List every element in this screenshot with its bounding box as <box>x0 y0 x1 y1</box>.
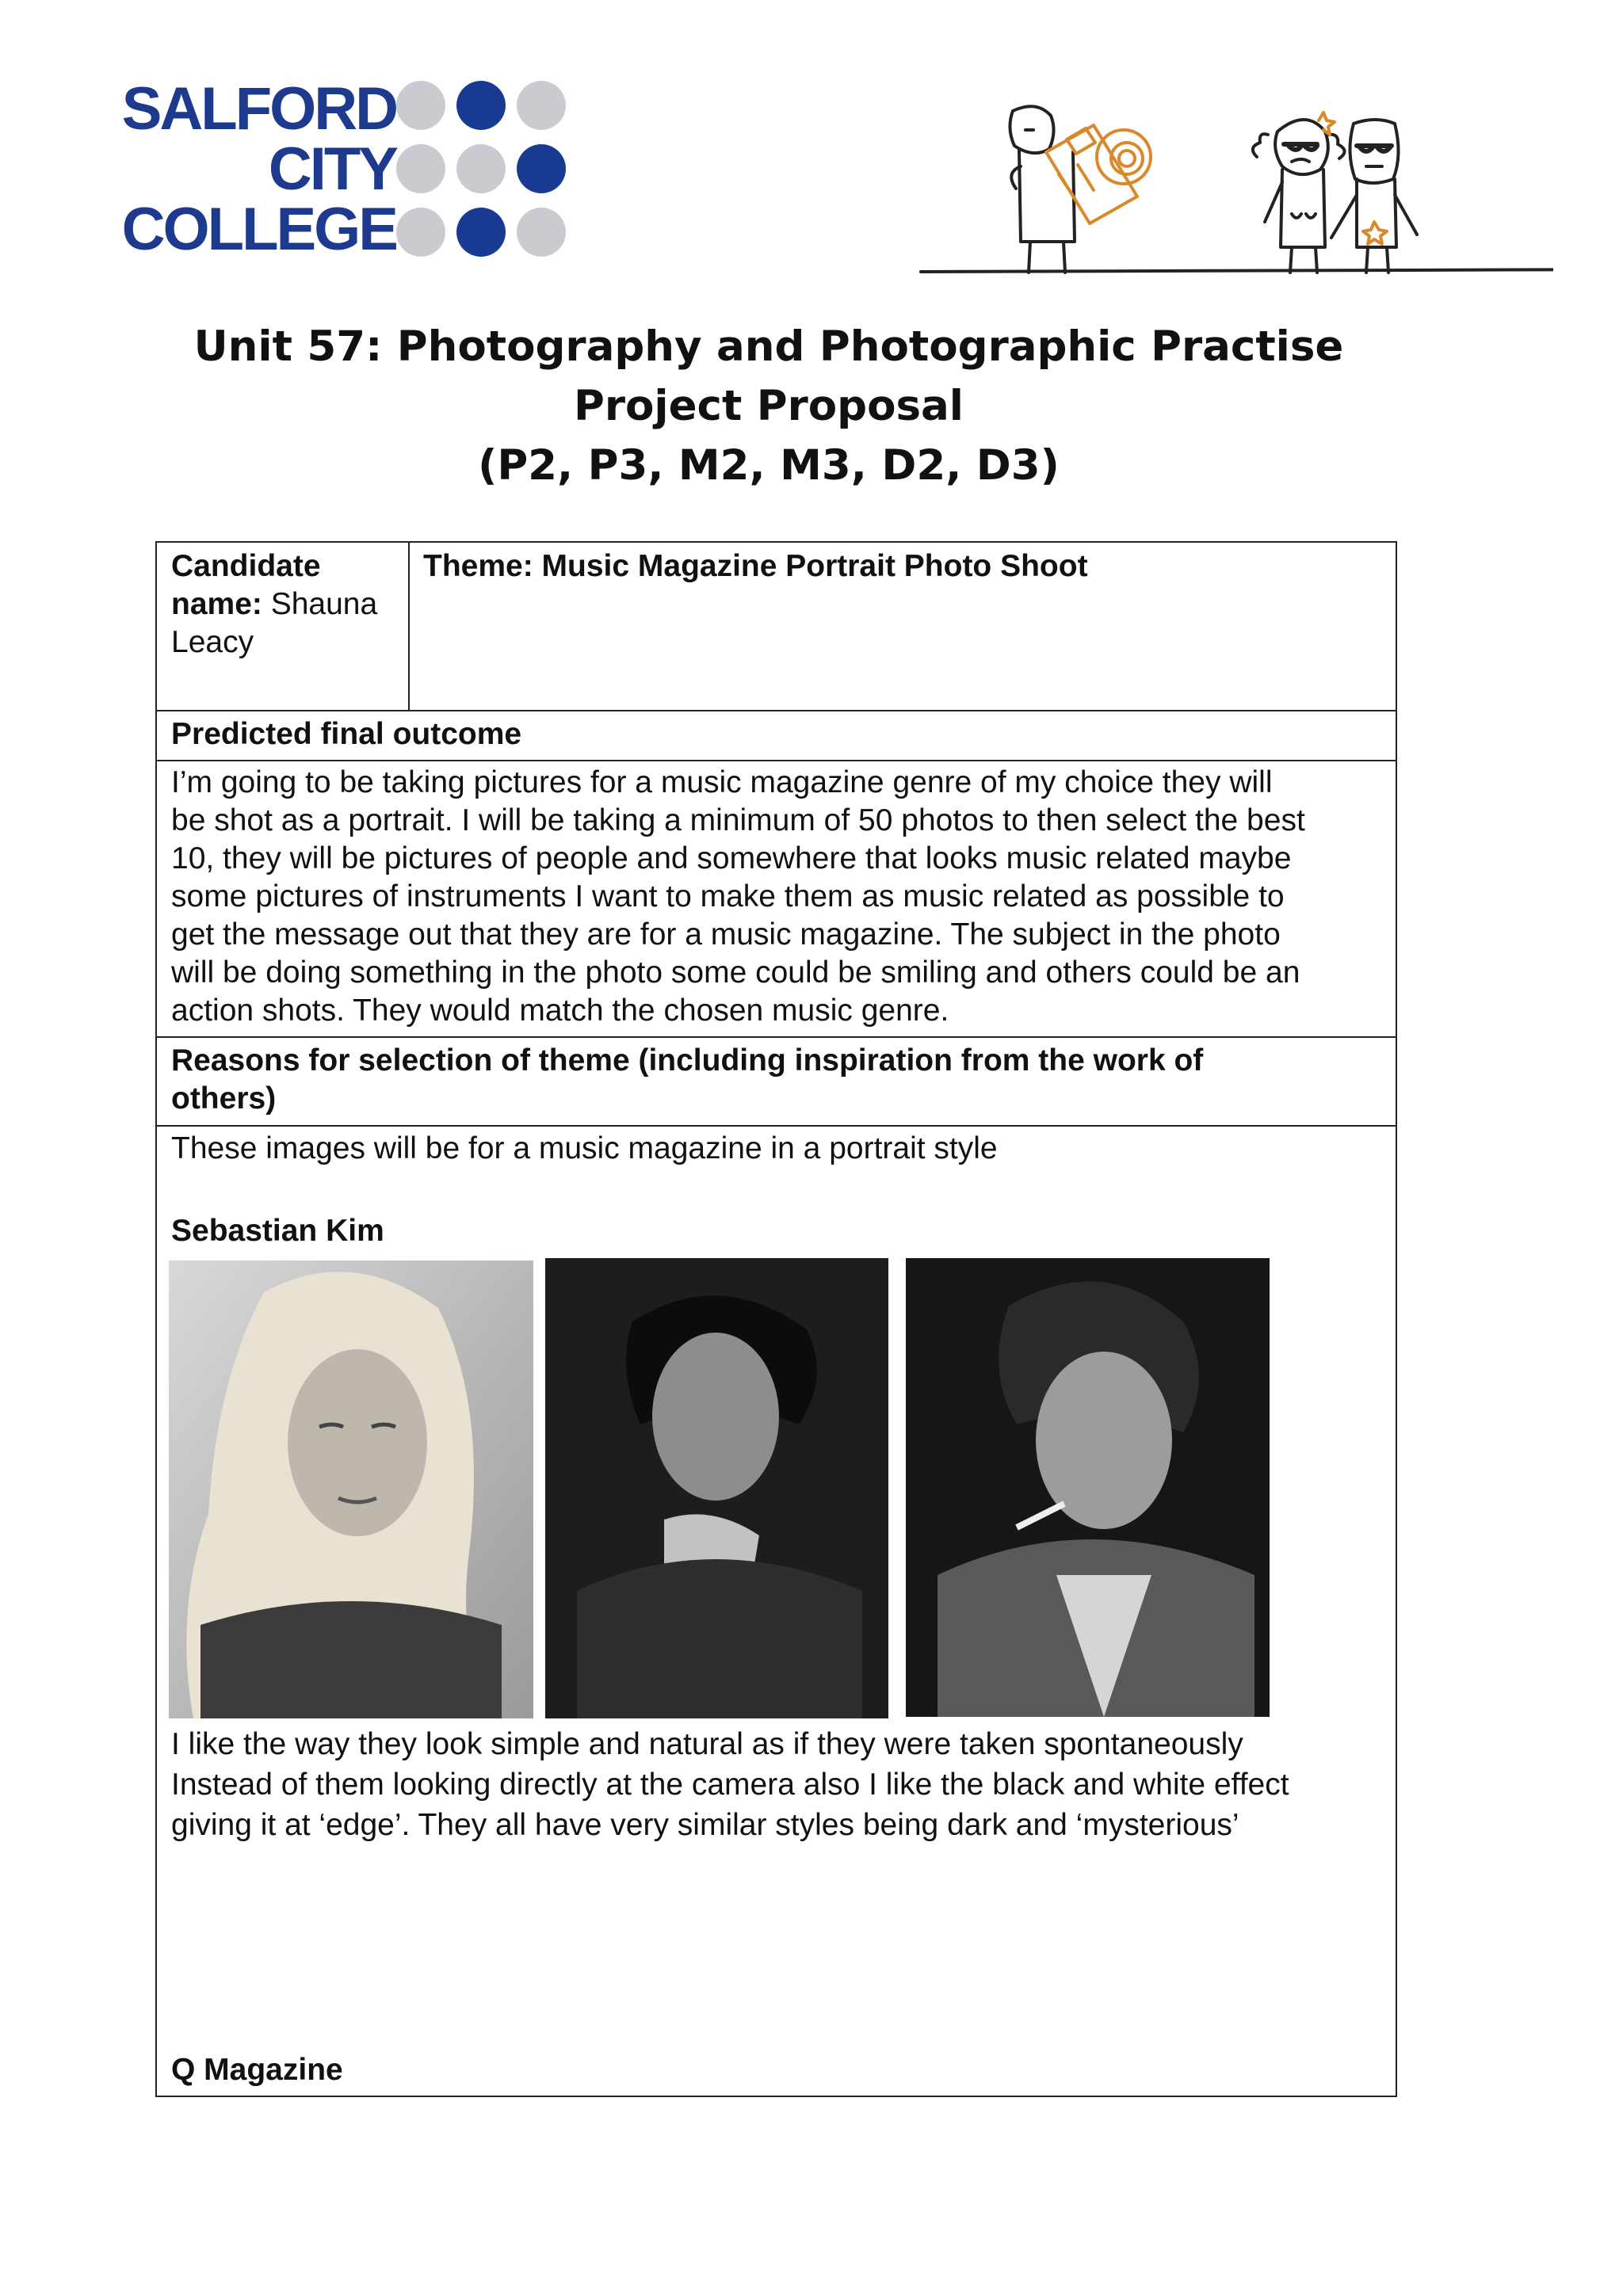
photographer-cartoon-illustration <box>919 79 1553 301</box>
proposal-form-table <box>155 541 1397 2097</box>
title-criteria: (P2, P3, M2, M3, D2, D3) <box>478 441 1060 490</box>
photographer-name: Sebastian Kim <box>171 1214 384 1248</box>
portrait-photo-blonde-woman <box>169 1261 533 1718</box>
candidate-name-cell: Candidate name: Shauna Leacy <box>171 549 378 659</box>
theme-cell: Theme: Music Magazine Portrait Photo Shoot <box>423 549 1088 583</box>
commentary-text: I like the way they look simple and natural as if they were taken spontaneously Instead of them looking directly at the camera also I like the black and white effect giving it at ‘edge’. They all have very similar styles being dark and ‘mysterious’ <box>171 1727 1289 1842</box>
q-magazine-heading: Q Magazine <box>171 2053 343 2087</box>
outcome-heading: Predicted final outcome <box>171 717 522 751</box>
document-title <box>0 317 1537 495</box>
outcome-text: I’m going to be taking pictures for a music magazine genre of my choice they will be shot as a portrait. I will be taking a minimum of 50 photos to then select the best 10, they will be pictures of people and somewhere that looks music related maybe some pictures of instruments I want to make them as music related as possible to get the message out that they are for a music magazine. The subject in the photo will be doing something in the photo some could be smiling and others could be an action shots. They would match the chosen music genre. <box>171 765 1305 1028</box>
college-logo <box>117 75 577 263</box>
reasons-heading: Reasons for selection of theme (including inspiration from the work of others) <box>171 1043 1204 1116</box>
portrait-photo-man-smoking <box>906 1258 1270 1717</box>
logo-line-college: COLLEGE <box>121 196 396 263</box>
logo-line-city: CITY <box>268 135 396 203</box>
logo-line-salford: SALFORD <box>121 75 396 143</box>
logo-dots <box>396 81 577 261</box>
portrait-photo-young-man <box>545 1258 888 1718</box>
candidate-name-value: Shauna <box>270 587 378 621</box>
reasons-intro: These images will be for a music magazine in a portrait style <box>171 1131 998 1165</box>
title-unit: Unit 57: Photography and Photographic Practise <box>193 322 1344 371</box>
title-proposal: Project Proposal <box>574 382 964 430</box>
candidate-label: Candidate <box>171 549 321 583</box>
